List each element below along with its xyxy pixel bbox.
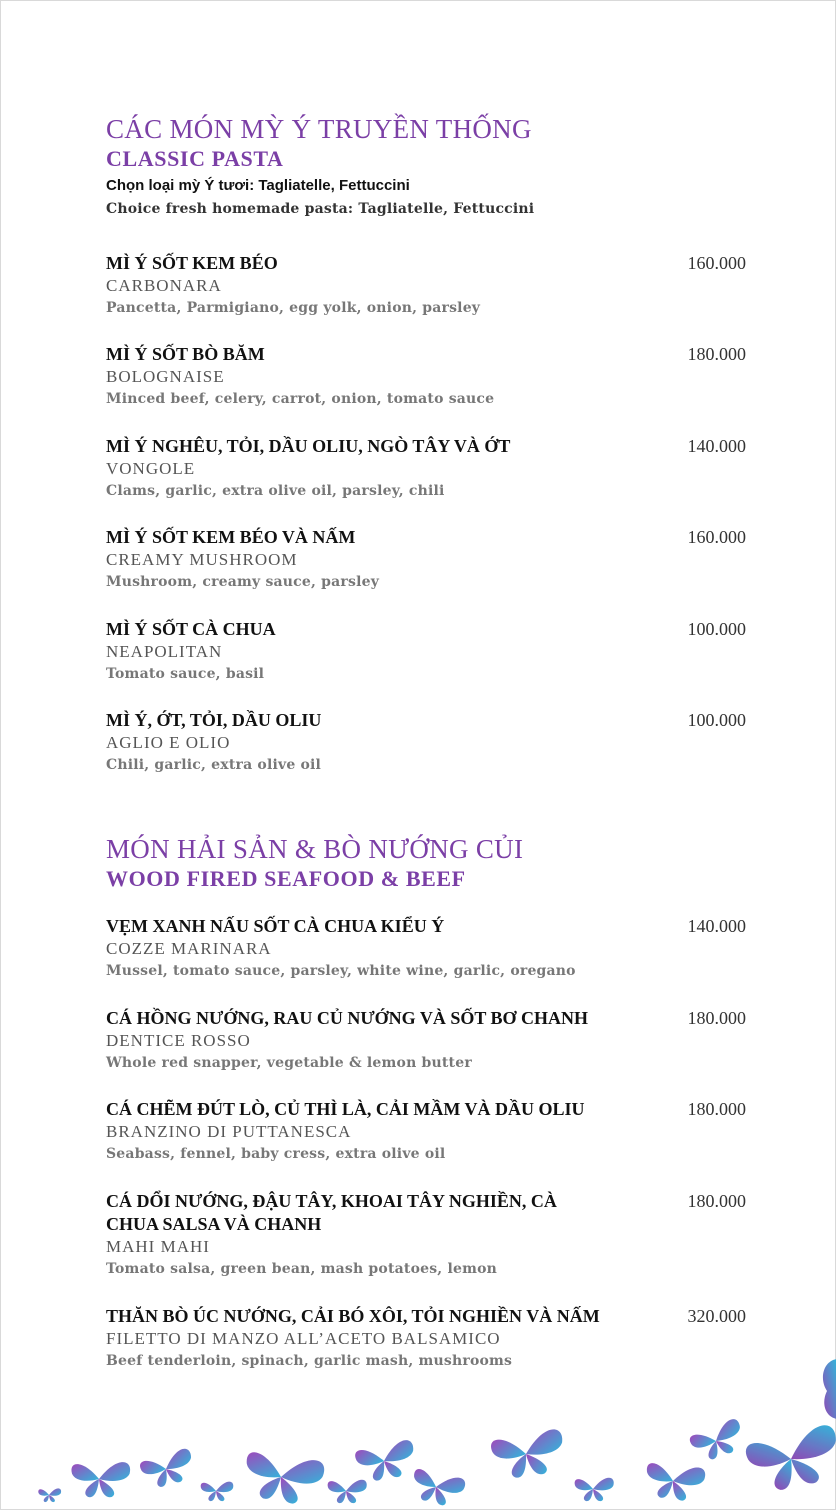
dish-price: 100.000 [687,710,746,730]
menu-item [106,1007,746,1075]
section-title-pasta-vi: CÁC MÓN MỲ Ý TRUYỀN THỐNG [106,114,532,144]
menu-item [106,618,746,686]
dish-description: Mushroom, creamy sauce, parsley [106,574,380,590]
dish-name-vi: MÌ Ý NGHÊU, TỎI, DẦU OLIU, NGÒ TÂY VÀ ỚT [106,436,511,456]
dish-price: 320.000 [687,1306,746,1326]
dish-description: Pancetta, Parmigiano, egg yolk, onion, parsley [106,300,481,316]
dish-price: 180.000 [687,344,746,364]
butterfly-icon [241,1448,326,1508]
butterfly-decoration [1,1319,836,1509]
dish-name-en: VONGOLE [106,459,196,478]
dish-name-en: CARBONARA [106,276,222,295]
butterfly-icon [408,1466,466,1509]
butterfly-icon [201,1482,234,1501]
dish-price: 100.000 [687,619,746,639]
dish-name-vi: CÁ CHẼM ĐÚT LÒ, CỦ THÌ LÀ, CẢI MẦM VÀ DẦU OLIU [106,1099,585,1119]
menu-item [106,915,746,983]
dish-price: 140.000 [687,436,746,456]
butterfly-icon [138,1447,196,1491]
dish-description: Tomato sauce, basil [106,666,265,682]
dish-description: Beef tenderloin, spinach, garlic mash, mushrooms [106,1353,513,1369]
menu-item [106,1190,746,1281]
dish-description: Mussel, tomato sauce, parsley, white wine, garlic, oregano [106,963,576,979]
menu-item [106,435,746,503]
butterfly-icon [575,1478,614,1501]
dish-name-vi: MÌ Ý, ỚT, TỎI, DẦU OLIU [106,710,322,730]
dish-name-vi: MÌ Ý SỐT KEM BÉO [106,253,278,273]
butterfly-icon [328,1480,367,1503]
menu-item [106,252,746,320]
menu-item [106,709,746,777]
dish-name-vi: CÁ DỔI NƯỚNG, ĐẬU TÂY, KHOAI TÂY NGHIỀN, CÀ CHUA SALSA VÀ CHANH [106,1191,557,1234]
dish-name-vi: VẸM XANH NẤU SỐT CÀ CHUA KIỂU Ý [106,916,445,936]
dish-name-en: BOLOGNAISE [106,367,225,386]
butterfly-icon [688,1417,748,1464]
menu-item [106,1098,746,1166]
butterfly-icon [354,1439,418,1484]
section-title-seafood-vi: MÓN HẢI SẢN & BÒ NƯỚNG CỦI [106,834,524,864]
dish-description: Chili, garlic, extra olive oil [106,757,322,773]
butterfly-icon [38,1488,61,1502]
dish-name-en: FILETTO DI MANZO ALL’ACETO BALSAMICO [106,1329,501,1348]
section-title-pasta-en: CLASSIC PASTA [106,146,284,171]
butterfly-icon [744,1423,836,1495]
dish-description: Tomato salsa, green bean, mash potatoes, lemon [106,1261,497,1277]
dish-price: 140.000 [687,916,746,936]
dish-name-en: MAHI MAHI [106,1237,210,1256]
dish-name-vi: THĂN BÒ ÚC NƯỚNG, CẢI BÓ XÔI, TỎI NGHIỀN VÀ NẤM [106,1306,600,1326]
dish-description: Clams, garlic, extra olive oil, parsley, chili [106,483,445,499]
dish-price: 180.000 [687,1008,746,1028]
butterfly-wing-icon [823,1359,836,1419]
butterfly-icon [71,1462,130,1497]
butterfly-icon [490,1428,567,1480]
dish-name-vi: MÌ Ý SỐT KEM BÉO VÀ NẤM [106,527,356,547]
dish-name-vi: MÌ Ý SỐT BÒ BĂM [106,344,265,364]
dish-price: 160.000 [687,527,746,547]
menu-item [106,343,746,411]
pasta-choice-note-en: Choice fresh homemade pasta: Tagliatelle, Fettuccini [106,201,535,217]
dish-description: Seabass, fennel, baby cress, extra olive oil [106,1146,446,1162]
dish-description: Minced beef, celery, carrot, onion, tomato sauce [106,391,495,407]
dish-name-en: CREAMY MUSHROOM [106,550,298,569]
dish-name-en: AGLIO E OLIO [106,733,231,752]
menu-item [106,526,746,594]
section-title-seafood-en: WOOD FIRED SEAFOOD & BEEF [106,866,466,891]
dish-description: Whole red snapper, vegetable & lemon butter [106,1055,472,1071]
dish-price: 180.000 [687,1099,746,1119]
butterfly-icon [643,1460,706,1503]
dish-price: 180.000 [687,1191,746,1211]
dish-name-vi: MÌ Ý SỐT CÀ CHUA [106,619,276,639]
dish-name-vi: CÁ HỒNG NƯỚNG, RAU CỦ NƯỚNG VÀ SỐT BƠ CHANH [106,1008,589,1028]
dish-name-en: NEAPOLITAN [106,642,223,661]
pasta-choice-note-vi: Chọn loại mỳ Ý tươi: Tagliatelle, Fettuccini [106,177,410,194]
dish-name-en: BRANZINO DI PUTTANESCA [106,1122,352,1141]
dish-name-en: COZZE MARINARA [106,939,272,958]
dish-price: 160.000 [687,253,746,273]
dish-name-en: DENTICE ROSSO [106,1031,251,1050]
